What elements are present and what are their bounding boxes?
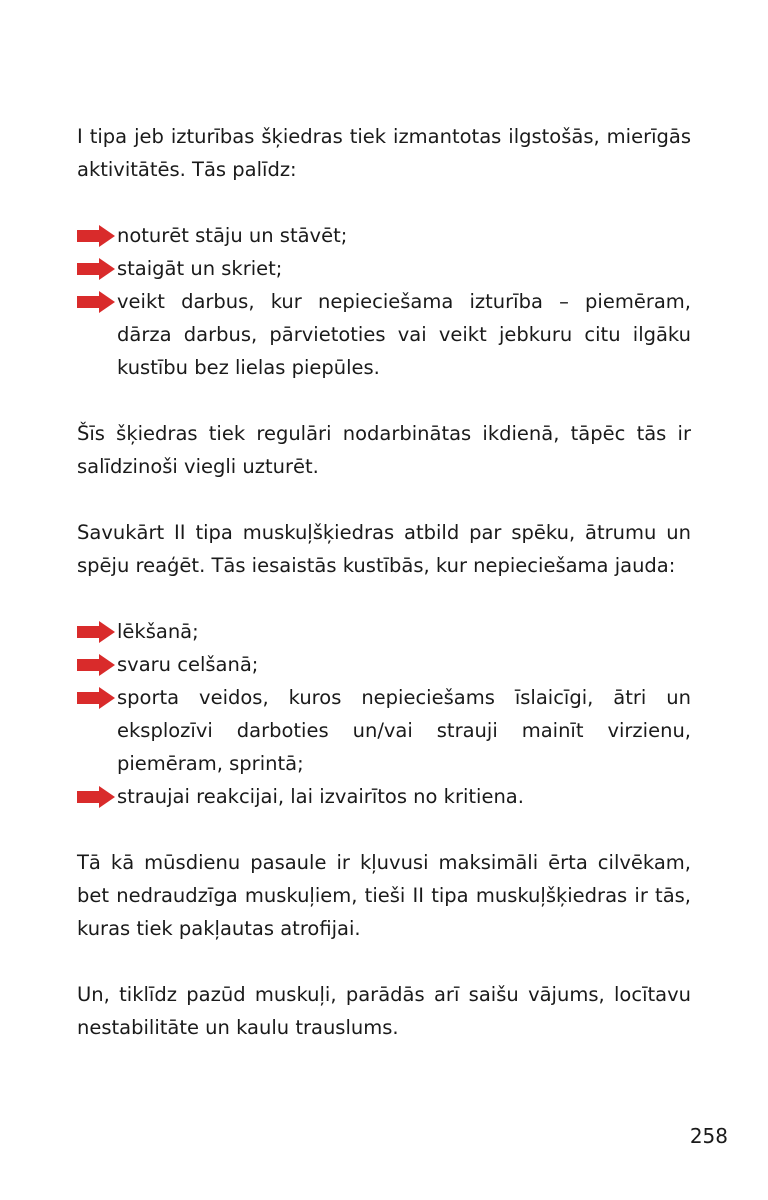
paragraph-daily-use: Šīs šķiedras tiek regulāri nodarbinātas ikdienā, tāpēc tās ir salīdzinoši viegli uzturēt. bbox=[77, 422, 691, 478]
spacer bbox=[77, 186, 691, 219]
red-arrow-bullet-icon bbox=[77, 654, 115, 676]
red-arrow-bullet-icon bbox=[77, 621, 115, 643]
list-item-text: noturēt stāju un stāvēt; bbox=[117, 224, 348, 247]
list-item-text: veikt darbus, kur nepieciešama izturība – piemēram, dārza darbus, pārvietoties vai veikt jebkuru citu ilgāku kustību bez lielas piepūles. bbox=[117, 290, 691, 379]
list-item bbox=[77, 648, 691, 681]
page-content bbox=[77, 120, 691, 1044]
paragraph-type1-intro: I tipa jeb izturības šķiedras tiek izmantotas ilgstošās, mierīgās aktivitātēs. Tās palīdz: bbox=[77, 125, 691, 181]
list-item-text: svaru celšanā; bbox=[117, 653, 259, 676]
list-item bbox=[77, 285, 691, 384]
list-item bbox=[77, 780, 691, 813]
spacer bbox=[77, 945, 691, 978]
list-item bbox=[77, 615, 691, 648]
page-number: 258 bbox=[689, 1124, 728, 1148]
spacer bbox=[77, 582, 691, 615]
red-arrow-bullet-icon bbox=[77, 225, 115, 247]
list-item-text: sporta veidos, kuros nepieciešams īslaicīgi, ātri un eksplozīvi darboties un/vai strauji mainīt virzienu, piemēram, sprintā; bbox=[117, 686, 691, 775]
red-arrow-bullet-icon bbox=[77, 786, 115, 808]
list-item bbox=[77, 681, 691, 780]
list-item-text: lēkšanā; bbox=[117, 620, 199, 643]
spacer bbox=[77, 813, 691, 846]
list-type1-uses bbox=[77, 219, 691, 384]
list-type2-uses bbox=[77, 615, 691, 813]
spacer bbox=[77, 483, 691, 516]
list-item-text: staigāt un skriet; bbox=[117, 257, 283, 280]
list-item bbox=[77, 219, 691, 252]
spacer bbox=[77, 384, 691, 417]
red-arrow-bullet-icon bbox=[77, 258, 115, 280]
red-arrow-bullet-icon bbox=[77, 291, 115, 313]
list-item bbox=[77, 252, 691, 285]
list-item-text: straujai reakcijai, lai izvairītos no kritiena. bbox=[117, 785, 524, 808]
paragraph-consequences: Un, tiklīdz pazūd muskuļi, parādās arī saišu vājums, locītavu nestabilitāte un kaulu trauslums. bbox=[77, 983, 691, 1039]
red-arrow-bullet-icon bbox=[77, 687, 115, 709]
paragraph-atrophy: Tā kā mūsdienu pasaule ir kļuvusi maksimāli ērta cilvēkam, bet nedraudzīga muskuļiem, tieši II tipa muskuļšķiedras ir tās, kuras tiek pakļautas atrofijai. bbox=[77, 851, 691, 940]
paragraph-type2-intro: Savukārt II tipa muskuļšķiedras atbild par spēku, ātrumu un spēju reaģēt. Tās iesaistās kustībās, kur nepieciešama jauda: bbox=[77, 521, 691, 577]
